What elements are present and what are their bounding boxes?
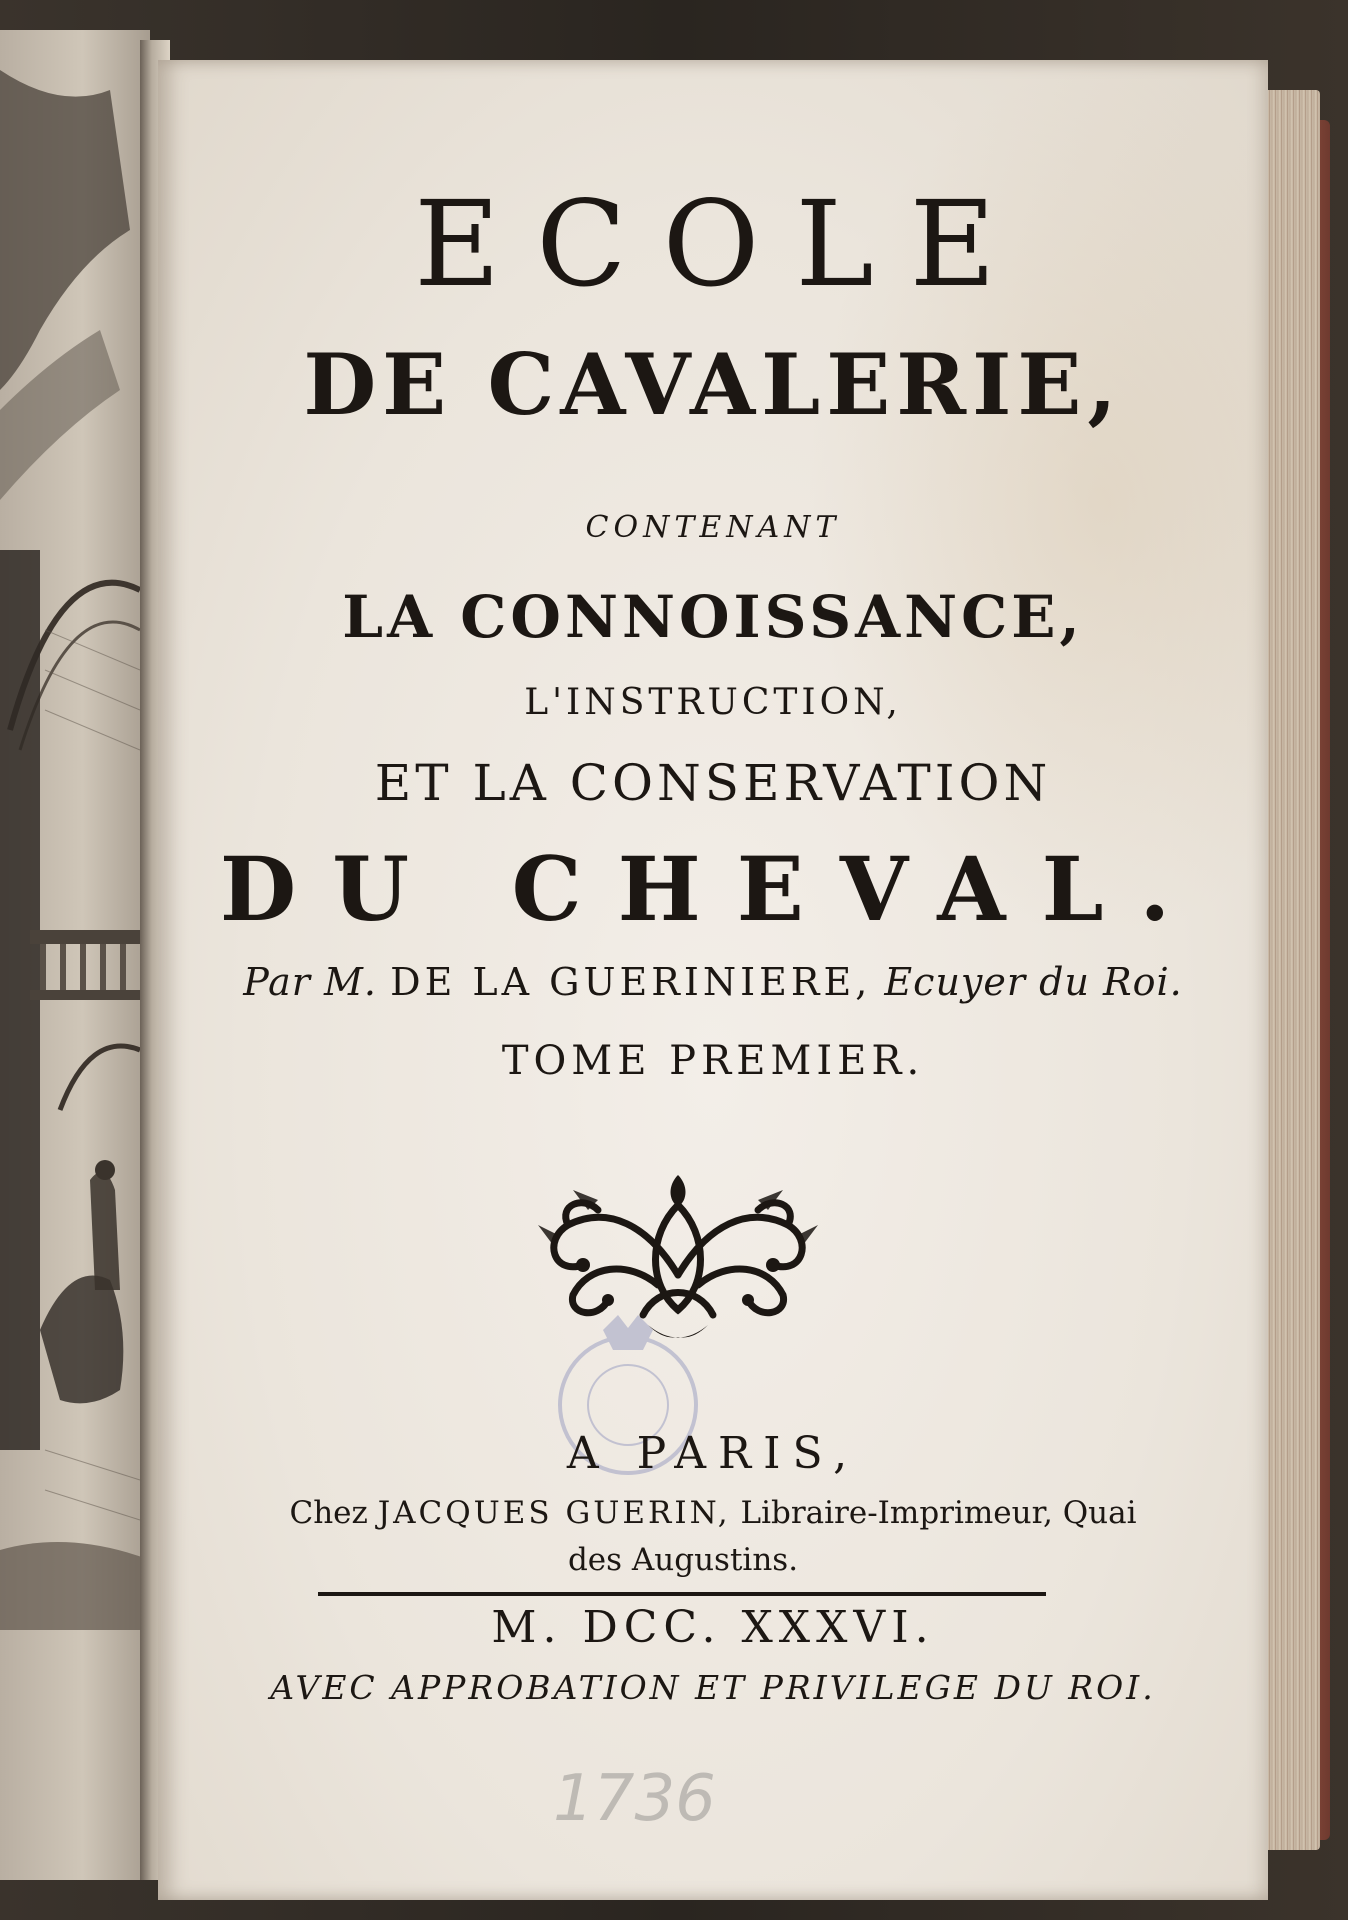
subtitle-conservation: ET LA CONSERVATION — [374, 754, 1052, 812]
subtitle-instruction: L'INSTRUCTION, — [524, 682, 902, 723]
author-name: DE LA GUERINIERE, — [390, 960, 872, 1004]
author-prefix: Par M. — [243, 960, 378, 1004]
frontispiece-engraving — [0, 30, 150, 1880]
imprint-address: des Augustins. — [567, 1542, 799, 1578]
title-du-cheval: DU CHEVAL. — [219, 837, 1207, 941]
handwritten-date-text: 1736 — [553, 1762, 716, 1836]
title-ecole: ECOLE — [414, 175, 1032, 313]
imprint-publisher — [158, 1495, 1268, 1531]
imprint-city: A PARIS, — [566, 1428, 860, 1479]
handwritten-date-note — [543, 1750, 783, 1840]
publisher-prefix: Chez — [289, 1495, 368, 1531]
subtitle-connoissance: LA CONNOISSANCE, — [342, 583, 1084, 651]
publisher-name: JACQUES GUERIN, — [377, 1495, 731, 1531]
subtitle-contenant: CONTENANT — [585, 510, 841, 545]
title-page — [158, 60, 1268, 1900]
author-line — [158, 960, 1268, 1004]
title-de-cavalerie: DE CAVALERIE, — [303, 335, 1123, 434]
imprint-rule — [318, 1592, 1046, 1596]
privilege-line: AVEC APPROBATION ET PRIVILEGE DU ROI. — [270, 1668, 1156, 1707]
author-role: Ecuyer du Roi. — [884, 960, 1183, 1004]
publisher-rest: Libraire-Imprimeur, Quai — [740, 1495, 1137, 1531]
imprint-year: M. DCC. XXXVI. — [491, 1602, 935, 1653]
volume-label: TOME PREMIER. — [501, 1038, 925, 1084]
engraving-drawing — [0, 30, 150, 1880]
